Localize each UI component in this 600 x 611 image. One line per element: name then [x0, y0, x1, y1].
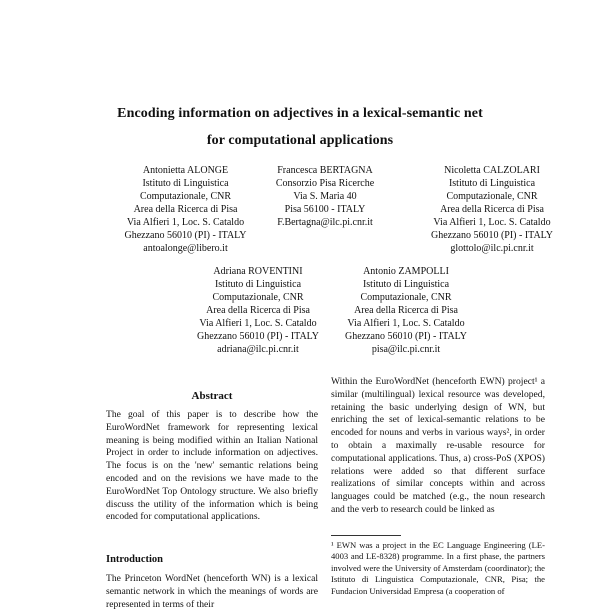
author-calzolari: [412, 164, 572, 255]
author-address: Ghezzano 56010 (PI) - ITALY: [124, 230, 247, 241]
footnote: ¹ EWN was a project in the EC Language Engineering (LE-4003 and LE-8328) programme. In a first phase, the partners involved were the University of Amsterdam (coordinator); the Istituto di Linguistica Computazionale, CNR, Pisa; the Fundacion Universidad Empresa (a cooperation of: [331, 540, 545, 596]
author-name: Antonietta ALONGE: [142, 165, 229, 176]
author-email: adriana@ilc.pi.cnr.it: [217, 344, 299, 355]
author-address: Ghezzano 56010 (PI) - ITALY: [430, 230, 554, 241]
author-email: antoalonge@libero.it: [143, 243, 228, 254]
author-affiliation: Istituto di Linguistica: [448, 178, 536, 189]
footnote-divider: [331, 535, 401, 536]
title-line-2: for computational applications: [206, 133, 394, 148]
author-email: F.Bertagna@ilc.pi.cnr.it: [277, 217, 373, 228]
author-name: Adriana ROVENTINI: [213, 266, 303, 277]
author-address: Via Alfieri 1, Loc. S. Cataldo: [126, 217, 245, 228]
author-affiliation: Computazionale, CNR: [360, 292, 452, 303]
author-address: Via Alfieri 1, Loc. S. Cataldo: [347, 318, 465, 329]
author-affiliation: Computazionale, CNR: [446, 191, 538, 202]
author-affiliation: Istituto di Linguistica: [362, 279, 450, 290]
author-address: Area della Ricerca di Pisa: [440, 204, 544, 215]
author-address: Via Alfieri 1, Loc. S. Cataldo: [199, 318, 317, 329]
author-affiliation: Consorzio Pisa Ricerche: [275, 178, 375, 189]
author-bertagna: [255, 164, 395, 229]
author-name: Francesca BERTAGNA: [277, 165, 373, 176]
author-email: glottolo@ilc.pi.cnr.it: [450, 243, 534, 254]
author-email: pisa@ilc.pi.cnr.it: [371, 344, 441, 355]
author-address: Area della Ricerca di Pisa: [133, 204, 238, 215]
body-paragraph: Within the EuroWordNet (henceforth EWN) project¹ a similar (multilingual) lexical resource was developed, retaining the basic underlying design of WN, but enriching the set of lexical-semantic relations to be encoded for nouns and verbs in various ways², in order to obtain a maximally re-usable resource for computational applications. Thus, a) cross-PoS (XPOS) relations were added so that different surface realizations of similar concepts within and across languages could be matched (e.g., the noun research and the verb to research could be linked as: [331, 376, 545, 515]
author-name: Antonio ZAMPOLLI: [363, 266, 449, 277]
author-affiliation: Computazionale, CNR: [139, 191, 232, 202]
author-address: Area della Ricerca di Pisa: [354, 305, 458, 316]
author-affiliation: Istituto di Linguistica: [214, 279, 302, 290]
abstract-heading: Abstract: [191, 390, 233, 402]
introduction-heading: Introduction: [106, 554, 163, 565]
author-address: Ghezzano 56010 (PI) - ITALY: [344, 331, 468, 342]
author-name: Nicoletta CALZOLARI: [444, 165, 540, 176]
author-roventini: [178, 265, 338, 356]
author-address: Ghezzano 56010 (PI) - ITALY: [196, 331, 320, 342]
author-zampolli: [326, 265, 486, 356]
author-address: Pisa 56100 - ITALY: [284, 204, 366, 215]
abstract-text: The goal of this paper is to describe how the EuroWordNet framework for representing lexical meaning is being modified within an Italian National Project in order to include information on adjectives. The focus is on the 'new' semantic relations being encoded and on the revisions we have made to the EuroWordNet Top Ontology structure. We also briefly discuss the utility of the information which is being encoded for computational applications.: [106, 409, 318, 523]
introduction-text: The Princeton WordNet (henceforth WN) is a lexical semantic network in which the meanings of words are represented in terms of their: [106, 573, 318, 610]
author-address: Area della Ricerca di Pisa: [206, 305, 310, 316]
author-address: Via Alfieri 1, Loc. S. Cataldo: [433, 217, 551, 228]
author-affiliation: Computazionale, CNR: [212, 292, 304, 303]
title-line-1: Encoding information on adjectives in a lexical-semantic net: [117, 106, 483, 121]
right-column: [331, 376, 545, 517]
author-address: Via S. Maria 40: [293, 191, 357, 202]
author-affiliation: Istituto di Linguistica: [142, 178, 229, 189]
author-alonge: [108, 164, 263, 255]
paper-title: [60, 100, 540, 154]
abstract-section: [106, 388, 318, 524]
